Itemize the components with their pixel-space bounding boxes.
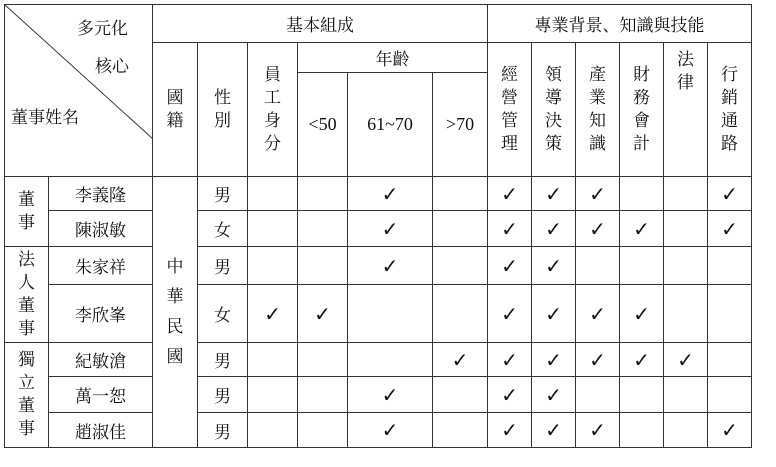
leadership-check: ✓ <box>532 377 576 413</box>
nationality-value: 中 華 民 國 <box>153 177 198 448</box>
management-check: ✓ <box>488 247 532 285</box>
gender-value: 男 <box>198 377 248 413</box>
marketing-channel-check <box>708 377 752 413</box>
employee-check <box>248 343 298 377</box>
marketing-channel-check <box>708 247 752 285</box>
employee-check: ✓ <box>248 285 298 343</box>
industry-knowledge-check: ✓ <box>576 211 620 247</box>
basic-composition-header: 基本組成 <box>153 5 488 43</box>
age-61-70-check <box>348 285 433 343</box>
expertise-header: 專業背景、知識與技能 <box>488 5 752 43</box>
marketing-channel-check <box>708 343 752 377</box>
age-over-70-check <box>433 377 488 413</box>
leadership-check: ✓ <box>532 211 576 247</box>
table-row <box>5 211 752 247</box>
law-check <box>664 177 708 211</box>
leadership-check: ✓ <box>532 285 576 343</box>
age-61-70-check: ✓ <box>348 377 433 413</box>
law-check <box>664 377 708 413</box>
age-61-70-header: 61~70 <box>348 73 433 177</box>
management-header: 經 營 管 理 <box>488 43 532 177</box>
gender-value: 男 <box>198 343 248 377</box>
gender-value: 男 <box>198 413 248 448</box>
nationality-header: 國 籍 <box>153 43 198 177</box>
corner-director-name-label: 董事姓名 <box>11 108 79 128</box>
corner-header <box>5 5 153 177</box>
corner-core-label: 核心 <box>95 57 129 77</box>
finance-accounting-check: ✓ <box>620 285 664 343</box>
gender-header: 性 別 <box>198 43 248 177</box>
table-row <box>5 285 752 343</box>
industry-knowledge-check <box>576 247 620 285</box>
leadership-check: ✓ <box>532 177 576 211</box>
director-name: 李欣峯 <box>49 285 153 343</box>
marketing-channel-check: ✓ <box>708 211 752 247</box>
age-header: 年齡 <box>298 43 488 73</box>
finance-accounting-check <box>620 177 664 211</box>
table-row <box>5 247 752 285</box>
gender-value: 男 <box>198 177 248 211</box>
employee-check <box>248 211 298 247</box>
director-name: 朱家祥 <box>49 247 153 285</box>
finance-accounting-check: ✓ <box>620 343 664 377</box>
law-check: ✓ <box>664 343 708 377</box>
management-check: ✓ <box>488 377 532 413</box>
director-name: 萬一恕 <box>49 377 153 413</box>
law-header: 法 律 <box>664 43 708 177</box>
table-row <box>5 177 752 211</box>
marketing-channel-header: 行 銷 通 路 <box>708 43 752 177</box>
category-corporate-director: 法 人 董 事 <box>5 247 49 343</box>
industry-knowledge-check <box>576 377 620 413</box>
industry-knowledge-check: ✓ <box>576 413 620 448</box>
leadership-check: ✓ <box>532 247 576 285</box>
age-over-70-check <box>433 211 488 247</box>
age-over-70-check: ✓ <box>433 343 488 377</box>
finance-accounting-check <box>620 377 664 413</box>
director-name: 陳淑敏 <box>49 211 153 247</box>
finance-accounting-header: 財 務 會 計 <box>620 43 664 177</box>
employee-check <box>248 247 298 285</box>
finance-accounting-check: ✓ <box>620 211 664 247</box>
management-check: ✓ <box>488 285 532 343</box>
leadership-check: ✓ <box>532 343 576 377</box>
age-under-50-check <box>298 413 348 448</box>
age-under-50-check <box>298 177 348 211</box>
age-over-70-check <box>433 177 488 211</box>
gender-value: 女 <box>198 211 248 247</box>
director-name: 紀敏滄 <box>49 343 153 377</box>
industry-knowledge-check: ✓ <box>576 285 620 343</box>
age-over-70-check <box>433 247 488 285</box>
category-independent-director: 獨 立 董 事 <box>5 343 49 448</box>
gender-value: 男 <box>198 247 248 285</box>
age-over-70-check <box>433 413 488 448</box>
leadership-header: 領 導 決 策 <box>532 43 576 177</box>
employee-status-header: 員 工 身 分 <box>248 43 298 177</box>
age-over-70-check <box>433 285 488 343</box>
marketing-channel-check <box>708 285 752 343</box>
marketing-channel-check: ✓ <box>708 177 752 211</box>
age-under-50-check <box>298 211 348 247</box>
marketing-channel-check: ✓ <box>708 413 752 448</box>
age-under-50-header: <50 <box>298 73 348 177</box>
management-check: ✓ <box>488 211 532 247</box>
industry-knowledge-check: ✓ <box>576 177 620 211</box>
age-61-70-check <box>348 343 433 377</box>
table-row <box>5 413 752 448</box>
employee-check <box>248 377 298 413</box>
employee-check <box>248 177 298 211</box>
age-under-50-check <box>298 343 348 377</box>
age-61-70-check: ✓ <box>348 413 433 448</box>
management-check: ✓ <box>488 177 532 211</box>
employee-check <box>248 413 298 448</box>
age-under-50-check <box>298 247 348 285</box>
director-name: 李義隆 <box>49 177 153 211</box>
age-under-50-check: ✓ <box>298 285 348 343</box>
law-check <box>664 211 708 247</box>
age-61-70-check: ✓ <box>348 211 433 247</box>
board-diversity-table <box>4 4 752 448</box>
age-61-70-check: ✓ <box>348 247 433 285</box>
industry-knowledge-check: ✓ <box>576 343 620 377</box>
age-61-70-check: ✓ <box>348 177 433 211</box>
management-check: ✓ <box>488 413 532 448</box>
industry-knowledge-header: 產 業 知 識 <box>576 43 620 177</box>
finance-accounting-check <box>620 413 664 448</box>
corner-diversity-label: 多元化 <box>77 19 128 39</box>
table-row <box>5 343 752 377</box>
age-under-50-check <box>298 377 348 413</box>
law-check <box>664 247 708 285</box>
table-row <box>5 377 752 413</box>
category-director: 董 事 <box>5 177 49 247</box>
director-name: 趙淑佳 <box>49 413 153 448</box>
management-check: ✓ <box>488 343 532 377</box>
age-over-70-header: >70 <box>433 73 488 177</box>
leadership-check: ✓ <box>532 413 576 448</box>
law-check <box>664 285 708 343</box>
gender-value: 女 <box>198 285 248 343</box>
law-check <box>664 413 708 448</box>
finance-accounting-check <box>620 247 664 285</box>
